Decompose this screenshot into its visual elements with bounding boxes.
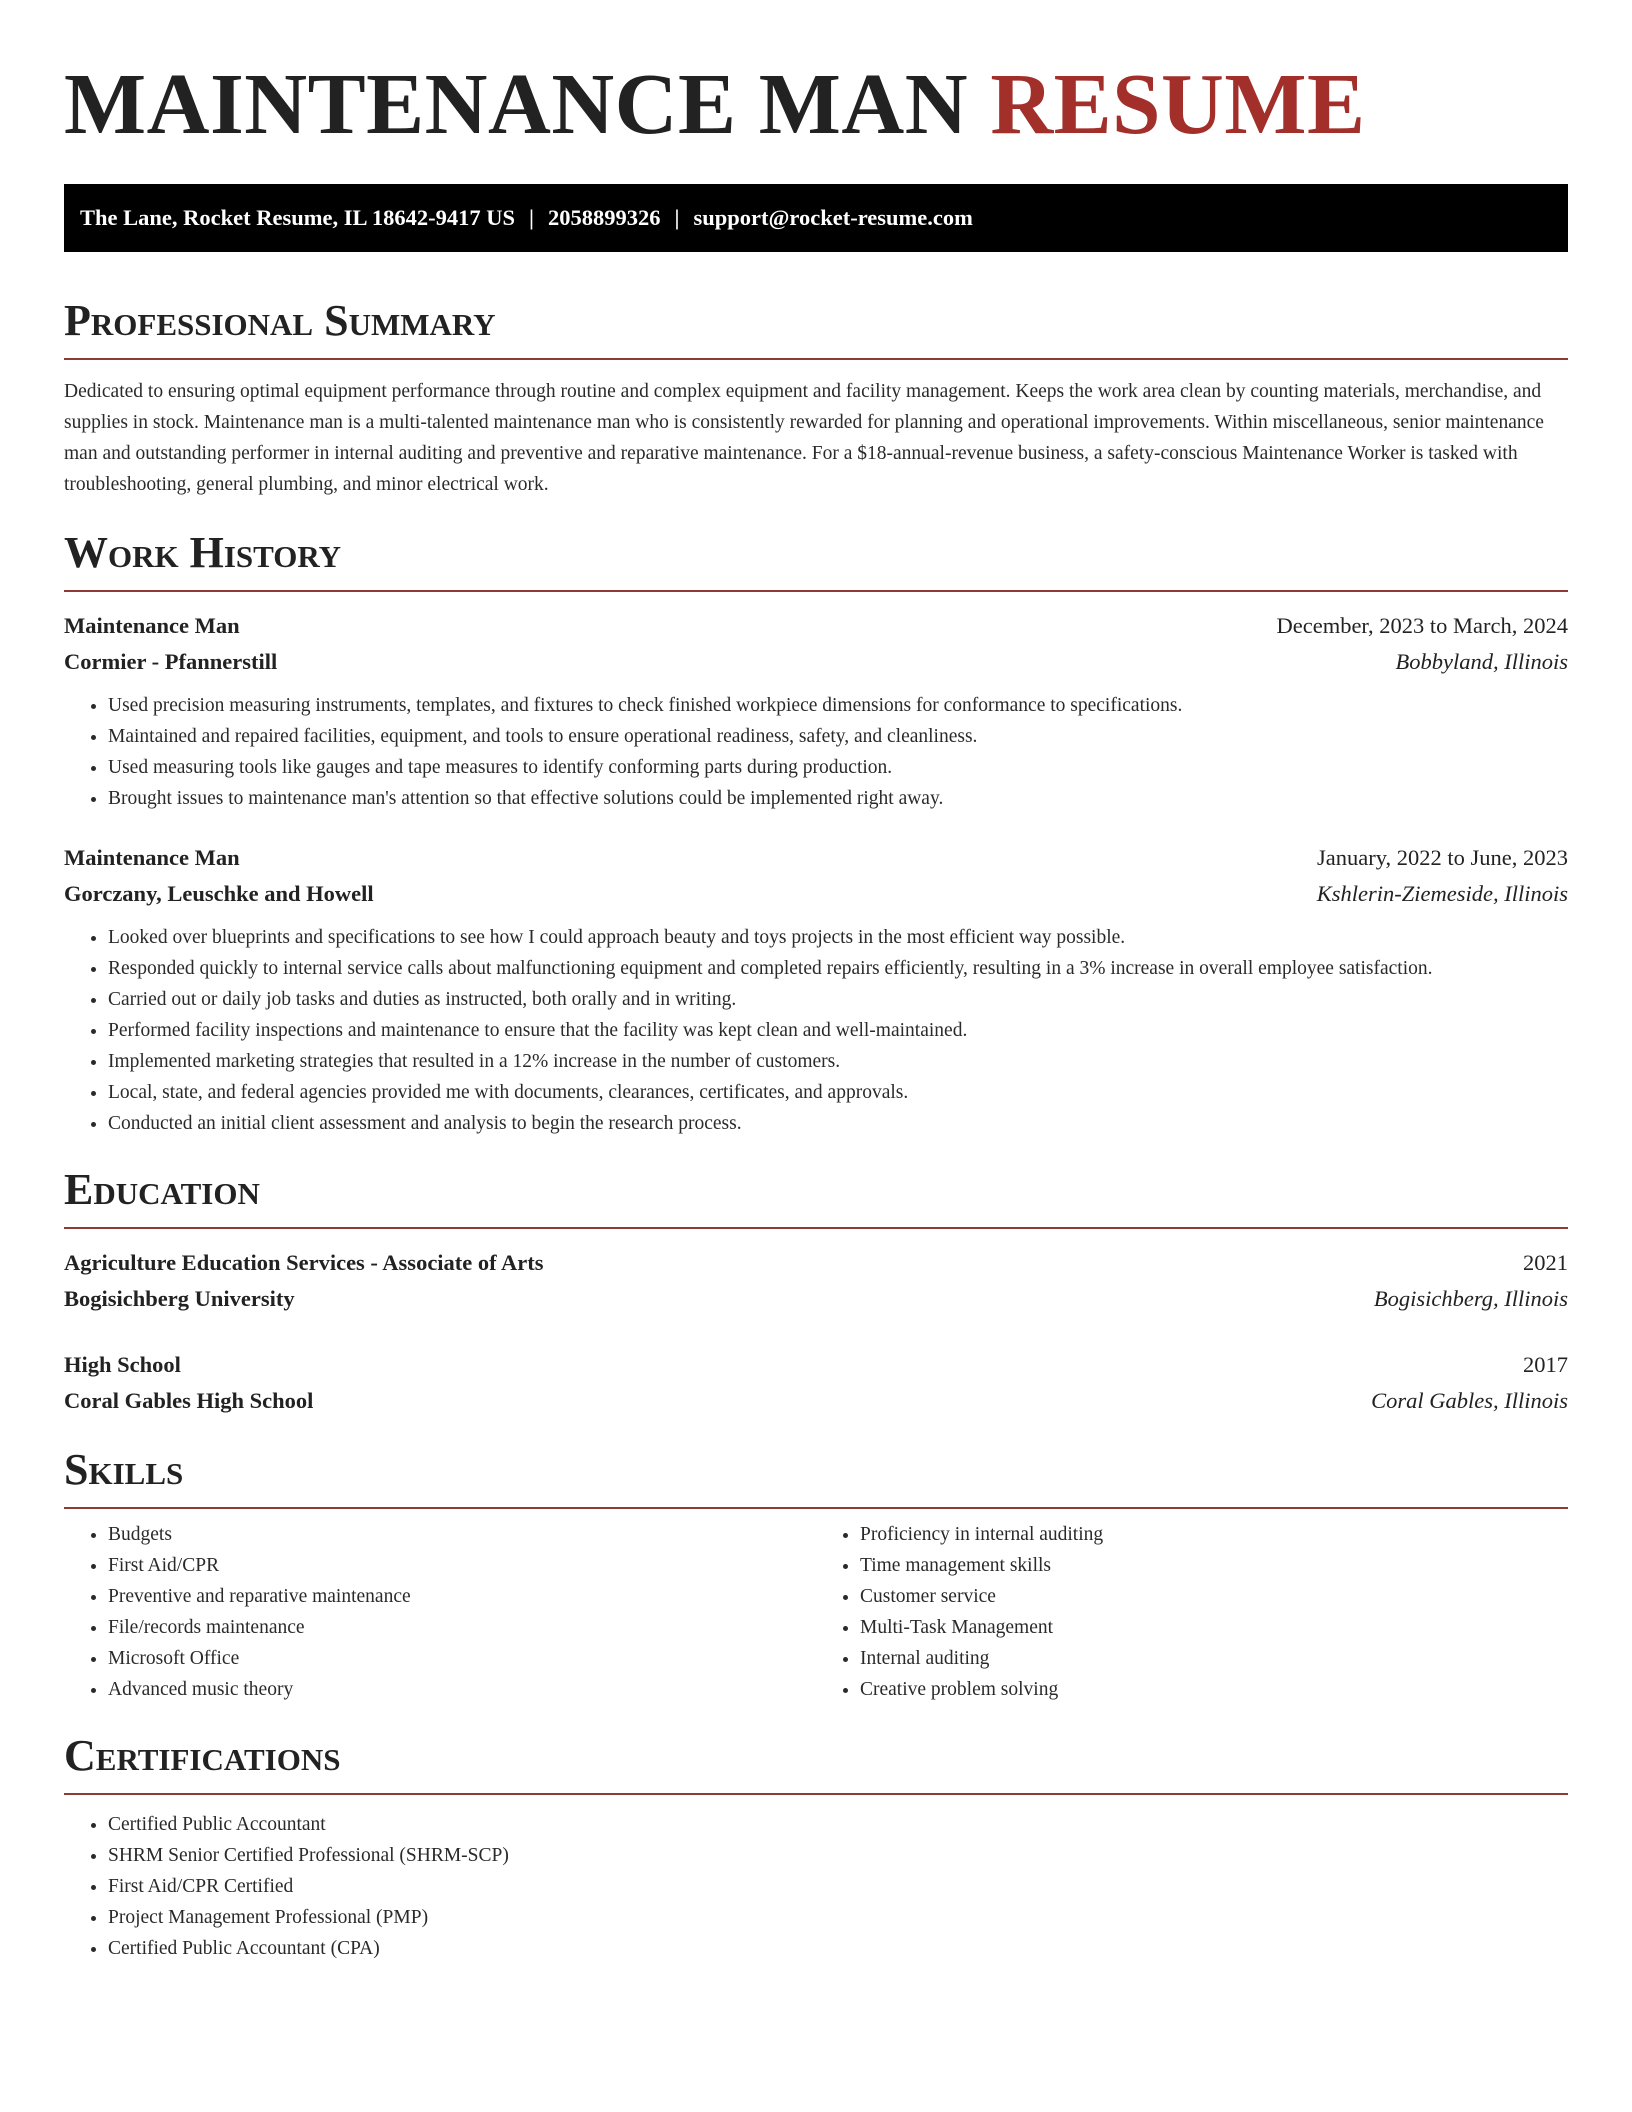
list-item: • Carried out or daily job tasks and duties as instructed, both orally and in writing. — [108, 984, 1568, 1015]
list-item: • First Aid/CPR — [108, 1550, 816, 1581]
list-item: • Internal auditing — [860, 1643, 1568, 1674]
contact-separator: | — [529, 205, 534, 230]
list-item: • Looked over blueprints and specifications to see how I could approach beauty and toys projects in the most efficient way possible. — [108, 922, 1568, 953]
contact-address: The Lane, Rocket Resume, IL 18642-9417 US — [80, 205, 516, 230]
education-section — [64, 1165, 1568, 1419]
skills-heading: Skills — [64, 1445, 184, 1494]
education-entry — [64, 1347, 1568, 1419]
job-bullets — [64, 922, 1568, 1139]
education-entry — [64, 1245, 1568, 1317]
job-title: Maintenance Man — [64, 613, 240, 638]
title-accent: RESUME — [990, 55, 1366, 152]
education-location: Coral Gables, Illinois — [1371, 1388, 1568, 1413]
title-main: MAINTENANCE MAN — [64, 55, 969, 152]
list-item: • Used measuring tools like gauges and tape measures to identify conforming parts during production. — [108, 752, 1568, 783]
contact-phone: 2058899326 — [547, 205, 661, 230]
job-dates: January, 2022 to June, 2023 — [1316, 845, 1568, 870]
list-item: • Budgets — [108, 1519, 816, 1550]
summary-section — [64, 296, 1568, 500]
education-year: 2021 — [1523, 1250, 1568, 1275]
section-divider — [64, 1227, 1568, 1229]
resume-title — [64, 0, 1568, 150]
skills-column-left — [64, 1509, 816, 1705]
summary-text: Dedicated to ensuring optimal equipment performance through routine and complex equipment and facility management. Keeps the work area clean by counting materials, merchandise, and supplies in stock. Maintenance man is a multi-talented maintenance man who is consistently rewarded for planning and operational improvements. Within miscellaneous, senior maintenance man and outstanding performer in internal auditing and preventive and reparative maintenance. For a $18-annual-revenue business, a safety-conscious Maintenance Worker is tasked with troubleshooting, general plumbing, and minor electrical work. — [64, 381, 1544, 495]
job-location: Kshlerin-Ziemeside, Illinois — [1316, 881, 1568, 906]
list-item: • Project Management Professional (PMP) — [108, 1902, 1568, 1933]
summary-heading: Professional Summary — [64, 296, 496, 345]
education-heading: Education — [64, 1165, 260, 1214]
job-location: Bobbyland, Illinois — [1395, 649, 1568, 674]
job-company: Gorczany, Leuschke and Howell — [64, 881, 374, 906]
education-location: Bogisichberg, Illinois — [1373, 1286, 1568, 1311]
skills-list — [816, 1519, 1568, 1705]
list-item: • Proficiency in internal auditing — [860, 1519, 1568, 1550]
education-year: 2017 — [1523, 1352, 1568, 1377]
list-item: • Advanced music theory — [108, 1674, 816, 1705]
job-title: Maintenance Man — [64, 845, 240, 870]
work-history-heading: Work History — [64, 528, 342, 577]
section-divider — [64, 1793, 1568, 1795]
certifications-list — [64, 1809, 1568, 1964]
skills-column-right — [816, 1509, 1568, 1705]
list-item: • SHRM Senior Certified Professional (SHRM-SCP) — [108, 1840, 1568, 1871]
job-bullets — [64, 690, 1568, 814]
certifications-heading: Certifications — [64, 1731, 341, 1780]
list-item: • Creative problem solving — [860, 1674, 1568, 1705]
list-item: • File/records maintenance — [108, 1612, 816, 1643]
list-item: • Brought issues to maintenance man's attention so that effective solutions could be implemented right away. — [108, 783, 1568, 814]
skills-list — [64, 1519, 816, 1705]
list-item: • Conducted an initial client assessment and analysis to begin the research process. — [108, 1108, 1568, 1139]
list-item: • Customer service — [860, 1581, 1568, 1612]
list-item: • First Aid/CPR Certified — [108, 1871, 1568, 1902]
certifications-section — [64, 1731, 1568, 1964]
skills-section — [64, 1445, 1568, 1705]
section-divider — [64, 358, 1568, 360]
list-item: • Responded quickly to internal service calls about malfunctioning equipment and completed repairs efficiently, resulting in a 3% increase in overall employee satisfaction. — [108, 953, 1568, 984]
education-school: Coral Gables High School — [64, 1388, 314, 1413]
list-item: • Multi-Task Management — [860, 1612, 1568, 1643]
list-item: • Maintained and repaired facilities, equipment, and tools to ensure operational readiness, safety, and cleanliness. — [108, 721, 1568, 752]
list-item: • Microsoft Office — [108, 1643, 816, 1674]
list-item: • Certified Public Accountant — [108, 1809, 1568, 1840]
list-item: • Time management skills — [860, 1550, 1568, 1581]
list-item: • Certified Public Accountant (CPA) — [108, 1933, 1568, 1964]
list-item: • Used precision measuring instruments, templates, and fixtures to check finished workpiece dimensions for conformance to specifications. — [108, 690, 1568, 721]
list-item: • Preventive and reparative maintenance — [108, 1581, 816, 1612]
contact-bar — [64, 184, 1568, 252]
job-entry — [64, 608, 1568, 814]
job-entry — [64, 840, 1568, 1139]
job-dates: December, 2023 to March, 2024 — [1276, 613, 1568, 638]
list-item: • Performed facility inspections and maintenance to ensure that the facility was kept clean and well-maintained. — [108, 1015, 1568, 1046]
contact-email[interactable]: support@rocket-resume.com — [693, 205, 973, 230]
section-divider — [64, 590, 1568, 592]
education-school: Bogisichberg University — [64, 1286, 295, 1311]
skills-grid — [64, 1509, 1568, 1705]
education-degree: Agriculture Education Services - Associate of Arts — [64, 1250, 544, 1275]
education-degree: High School — [64, 1352, 181, 1377]
job-company: Cormier - Pfannerstill — [64, 649, 278, 674]
work-history-section — [64, 528, 1568, 1139]
list-item: • Local, state, and federal agencies provided me with documents, clearances, certificates, and approvals. — [108, 1077, 1568, 1108]
contact-separator: | — [674, 205, 680, 230]
list-item: • Implemented marketing strategies that resulted in a 12% increase in the number of customers. — [108, 1046, 1568, 1077]
